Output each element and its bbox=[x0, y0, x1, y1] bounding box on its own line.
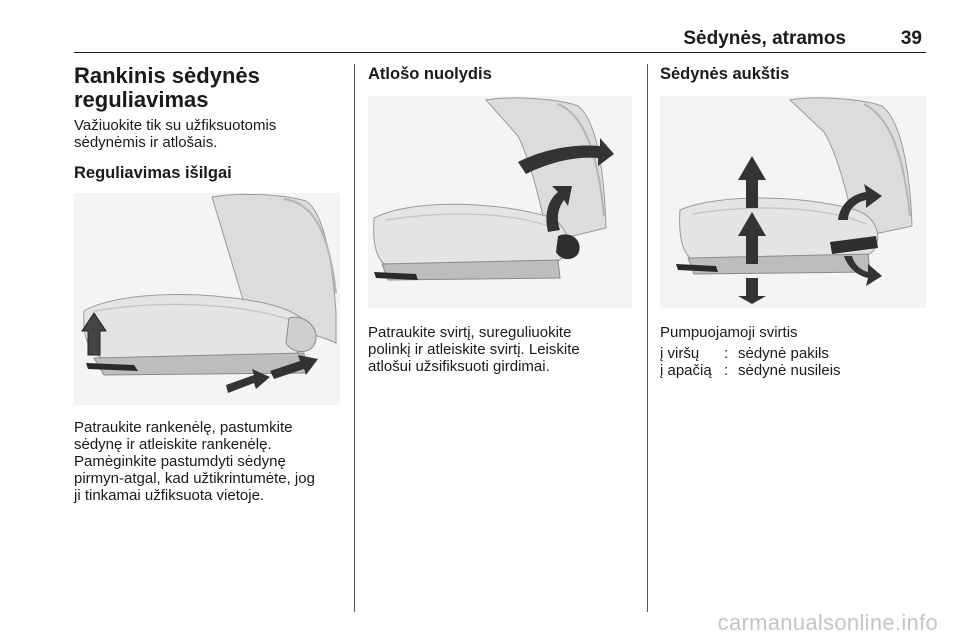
subheading-backrest: Atlošo nuolydis bbox=[368, 65, 492, 83]
section-heading bbox=[74, 64, 344, 112]
column-divider-2 bbox=[647, 64, 648, 612]
seat-longitudinal-illustration bbox=[74, 193, 340, 405]
text-line: Pamėginkite pastumdyti sėdynę bbox=[74, 453, 286, 470]
column-height bbox=[660, 64, 928, 379]
column-divider-1 bbox=[354, 64, 355, 612]
caption-backrest bbox=[368, 324, 638, 375]
text-line: atlošui užsifiksuoti girdimai. bbox=[368, 358, 550, 375]
text-line: ji tinkamai užfiksuota vietoje. bbox=[74, 487, 265, 504]
definition-separator: : bbox=[724, 345, 729, 362]
text-line: Patraukite svirtį, sureguliuokite bbox=[368, 324, 572, 341]
definition-row bbox=[660, 345, 928, 362]
text-line: Patraukite rankenėlę, pastumkite bbox=[74, 419, 293, 436]
column-longitudinal bbox=[74, 64, 344, 504]
definition-list bbox=[660, 345, 928, 379]
text-line: sėdynę ir atleiskite rankenėlę. bbox=[74, 436, 272, 453]
text-line: polinkį ir atleiskite svirtį. Leiskite bbox=[368, 341, 580, 358]
seat-height-illustration bbox=[660, 96, 926, 308]
caption-height: Pumpuojamoji svirtis bbox=[660, 324, 798, 341]
seat-backrest-illustration bbox=[368, 96, 632, 308]
page-header bbox=[74, 26, 926, 53]
text-line: pirmyn-atgal, kad užtikrintumėte, jog bbox=[74, 470, 315, 487]
definition-term: į apačią bbox=[660, 362, 712, 379]
definition-term: į viršų bbox=[660, 345, 700, 362]
definition-desc: sėdynė pakils bbox=[738, 345, 829, 362]
column-backrest bbox=[368, 64, 638, 375]
watermark: carmanualsonline.info bbox=[717, 610, 938, 635]
text-line: Važiuokite tik su užfiksuotomis bbox=[74, 117, 277, 134]
caption-longitudinal bbox=[74, 419, 344, 504]
definition-separator: : bbox=[724, 362, 729, 379]
subheading-longitudinal: Reguliavimas išilgai bbox=[74, 164, 232, 182]
section-heading-line: reguliavimas bbox=[74, 87, 209, 112]
section-heading-line: Rankinis sėdynės bbox=[74, 63, 260, 88]
intro-text bbox=[74, 117, 344, 151]
definition-row bbox=[660, 362, 928, 379]
page-number: 39 bbox=[900, 28, 922, 49]
definition-desc: sėdynė nusileis bbox=[738, 362, 841, 379]
text-line: sėdynėmis ir atlošais. bbox=[74, 134, 218, 151]
subheading-height: Sėdynės aukštis bbox=[660, 65, 790, 83]
running-title: Sėdynės, atramos bbox=[683, 28, 846, 49]
